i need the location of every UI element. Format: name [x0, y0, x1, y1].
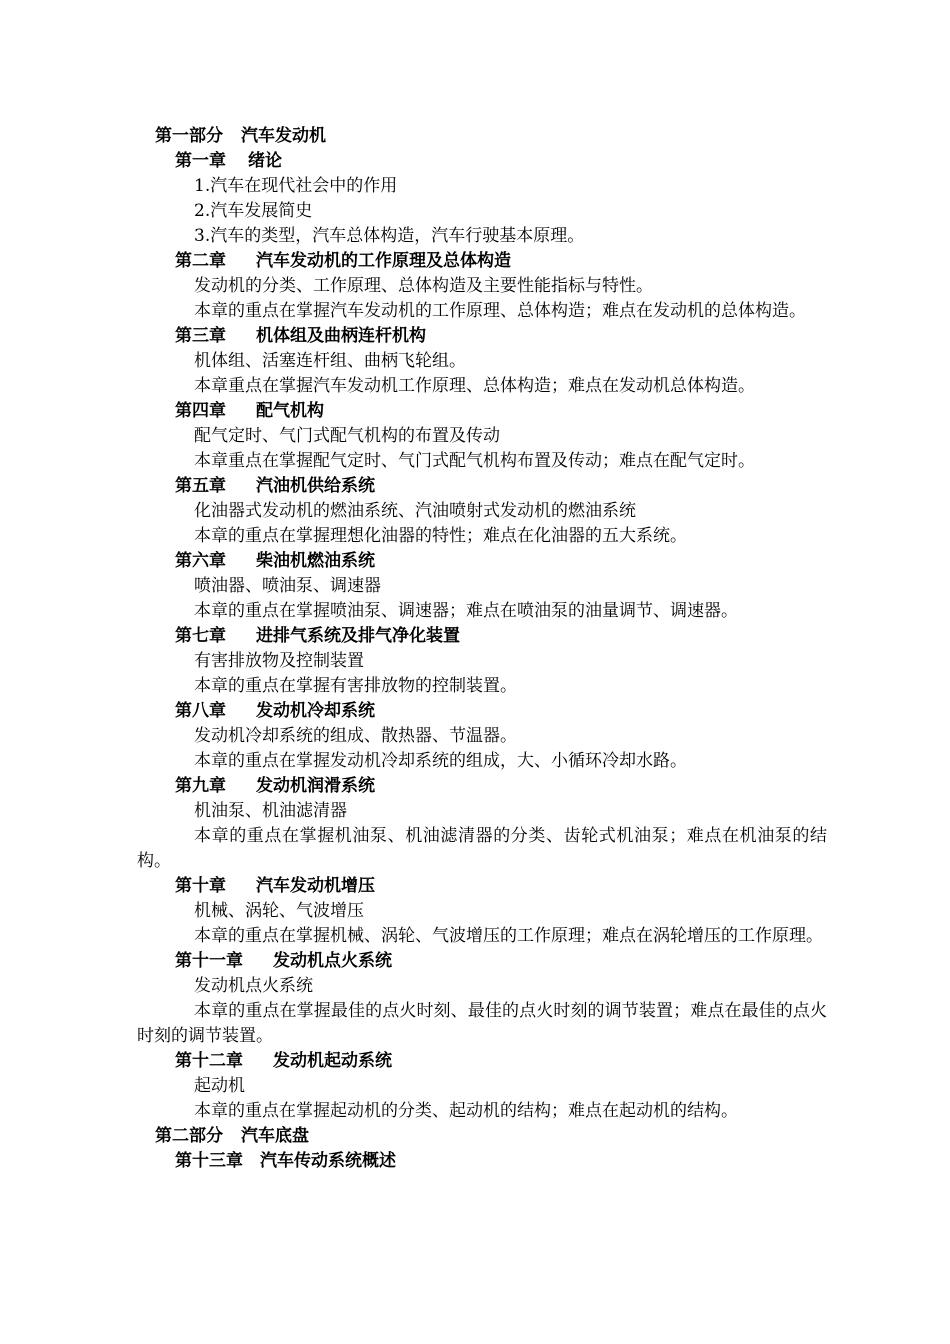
chapter-heading-12	[137, 1049, 827, 1074]
syllabus-body	[137, 124, 827, 1174]
chapter-heading-11	[137, 949, 827, 974]
chapter-content: 配气定时、气门式配气机构的布置及传动	[194, 426, 500, 446]
chapter-number: 第五章	[175, 476, 226, 496]
chapter-number: 第十一章	[175, 951, 243, 971]
chapter-focus: 本章重点在掌握配气定时、气门式配气机构布置及传动；难点在配气定时。	[194, 451, 755, 471]
chapter-focus: 本章的重点在掌握最佳的点火时刻、最佳的点火时刻的调节装置；难点在最佳的点火时刻的调节装置。	[137, 1001, 827, 1046]
part-number: 第二部分	[155, 1126, 223, 1146]
chapter-content: 机械、涡轮、气波增压	[194, 901, 364, 921]
chapter-focus: 本章的重点在掌握汽车发动机的工作原理、总体构造；难点在发动机的总体构造。	[194, 301, 806, 321]
part-title: 汽车底盘	[241, 1126, 309, 1146]
chapter-heading-10	[137, 874, 827, 899]
chapter-content: 发动机冷却系统的组成、散热器、节温器。	[194, 726, 517, 746]
chapter-heading-4	[137, 399, 827, 424]
part-heading-1	[137, 124, 827, 149]
chapter-focus: 本章的重点在掌握有害排放物的控制装置。	[194, 676, 517, 696]
chapter-title: 配气机构	[256, 401, 324, 421]
chapter-focus: 本章的重点在掌握机械、涡轮、气波增压的工作原理；难点在涡轮增压的工作原理。	[194, 926, 823, 946]
part-title: 汽车发动机	[241, 126, 326, 146]
chapter-heading-3	[137, 324, 827, 349]
chapter-focus: 本章重点在掌握汽车发动机工作原理、总体构造；难点在发动机总体构造。	[194, 376, 755, 396]
chapter-title: 发动机润滑系统	[256, 776, 375, 796]
chapter-number: 第四章	[175, 401, 226, 421]
chapter-number: 第十二章	[175, 1051, 243, 1071]
chapter-title: 汽车传动系统概述	[260, 1151, 396, 1171]
chapter-number: 第十章	[175, 876, 226, 896]
chapter-focus: 本章的重点在掌握机油泵、机油滤清器的分类、齿轮式机油泵；难点在机油泵的结构。	[137, 826, 827, 871]
chapter-content: 有害排放物及控制装置	[194, 651, 364, 671]
chapter-number: 第九章	[175, 776, 226, 796]
chapter-heading-6	[137, 549, 827, 574]
chapter-content: 发动机的分类、工作原理、总体构造及主要性能指标与特性。	[194, 276, 653, 296]
chapter-content: 发动机点火系统	[194, 976, 313, 996]
chapter-focus: 本章的重点在掌握喷油泵、调速器；难点在喷油泵的油量调节、调速器。	[194, 601, 738, 621]
chapter-heading-1	[137, 149, 827, 174]
chapter-heading-9	[137, 774, 827, 799]
chapter-title: 机体组及曲柄连杆机构	[256, 326, 426, 346]
list-item: 2.汽车发展简史	[194, 201, 313, 221]
chapter-content: 化油器式发动机的燃油系统、汽油喷射式发动机的燃油系统	[194, 501, 636, 521]
chapter-title: 发动机点火系统	[273, 951, 392, 971]
chapter-number: 第六章	[175, 551, 226, 571]
chapter-focus: 本章的重点在掌握理想化油器的特性；难点在化油器的五大系统。	[194, 526, 687, 546]
chapter-heading-7	[137, 624, 827, 649]
chapter-number: 第三章	[175, 326, 226, 346]
chapter-title: 绪论	[248, 151, 282, 171]
chapter-focus: 本章的重点在掌握发动机冷却系统的组成，大、小循环冷却水路。	[194, 751, 687, 771]
chapter-focus: 本章的重点在掌握起动机的分类、起动机的结构；难点在起动机的结构。	[194, 1101, 738, 1121]
chapter-content: 喷油器、喷油泵、调速器	[194, 576, 381, 596]
chapter-title: 发动机冷却系统	[256, 701, 375, 721]
chapter-heading-8	[137, 699, 827, 724]
chapter-heading-5	[137, 474, 827, 499]
list-item: 3.汽车的类型，汽车总体构造，汽车行驶基本原理。	[194, 226, 585, 246]
chapter-number: 第一章	[175, 151, 226, 171]
part-number: 第一部分	[155, 126, 223, 146]
chapter-number: 第八章	[175, 701, 226, 721]
part-heading-2	[137, 1124, 827, 1149]
chapter-title: 进排气系统及排气净化装置	[256, 626, 460, 646]
chapter-content: 起动机	[194, 1076, 245, 1096]
chapter-number: 第十三章	[175, 1151, 243, 1171]
list-item: 1.汽车在现代社会中的作用	[194, 176, 398, 196]
chapter-heading-2	[137, 249, 827, 274]
chapter-content: 机体组、活塞连杆组、曲柄飞轮组。	[194, 351, 466, 371]
chapter-title: 汽车发动机增压	[256, 876, 375, 896]
chapter-title: 汽油机供给系统	[256, 476, 375, 496]
chapter-title: 发动机起动系统	[273, 1051, 392, 1071]
chapter-heading-13	[137, 1149, 827, 1174]
chapter-number: 第二章	[175, 251, 226, 271]
chapter-title: 柴油机燃油系统	[256, 551, 375, 571]
chapter-content: 机油泵、机油滤清器	[194, 801, 347, 821]
chapter-title: 汽车发动机的工作原理及总体构造	[256, 251, 511, 271]
chapter-number: 第七章	[175, 626, 226, 646]
